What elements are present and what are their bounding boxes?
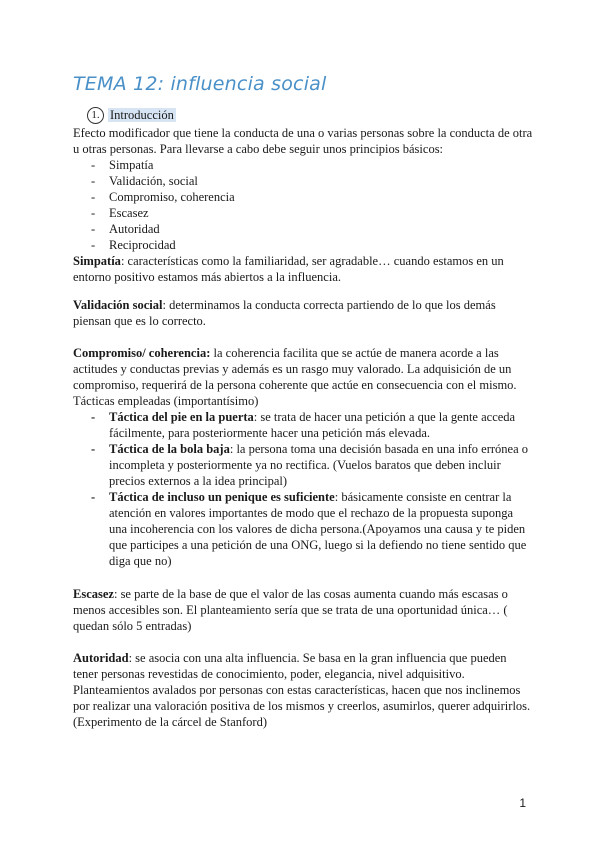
section-heading — [87, 107, 176, 124]
compromiso-text: la coherencia facilita que se actúe de manera acorde a las actitudes y conductas previas y además es un rasgo muy valorado. La adquisición de un compromiso, requerirá de la persona coherente que actúe en consecuencia con el mismo. Tácticas empleadas (importantísimo) — [73, 346, 517, 408]
tactica-term: Táctica de la bola baja — [109, 442, 230, 456]
list-item: - Validación, social — [73, 173, 533, 189]
escasez-paragraph — [73, 586, 533, 634]
list-item — [73, 489, 533, 569]
escasez-term: Escasez — [73, 587, 114, 601]
simpatia-paragraph — [73, 253, 533, 285]
list-item: - Simpatía — [73, 157, 533, 173]
validacion-text: : determinamos la conducta correcta partiendo de lo que los demás piensan que es lo correcto. — [73, 298, 496, 328]
tactica-term: Táctica del pie en la puerta — [109, 410, 254, 424]
compromiso-paragraph — [73, 345, 533, 409]
section-number: 1. — [87, 107, 104, 124]
tacticas-list — [73, 409, 533, 569]
list-item — [73, 409, 533, 441]
tactica-text: : se trata de hacer una petición a que la gente acceda fácilmente, para posteriormente hacer una petición más elevada. — [109, 410, 516, 440]
list-item: - Compromiso, coherencia — [73, 189, 533, 205]
intro-paragraph: Efecto modificador que tiene la conducta de una o varias personas sobre la conducta de otra u otras personas. Para llevarse a cabo debe seguir unos principios básicos: — [73, 126, 533, 156]
principles-list — [73, 157, 533, 253]
list-item: - Reciprocidad — [73, 237, 533, 253]
escasez-text: : se parte de la base de que el valor de las cosas aumenta cuando más escasas o menos accesibles son. El planteamiento sería que se trata de una oportunidad única… ( quedan sólo 5 entradas) — [73, 587, 508, 633]
intro-block — [73, 125, 533, 285]
page-number: 1 — [519, 796, 526, 810]
list-item: - Escasez — [73, 205, 533, 221]
tactica-term: Táctica de incluso un penique es suficiente — [109, 490, 335, 504]
autoridad-text: : se asocia con una alta influencia. Se basa en la gran influencia que pueden tener personas revestidas de conocimiento, poder, elegancia, nivel adquisitivo. Planteamientos avalados por personas con estas características, hacen que nos inclinemos por realizar una valoración positiva de los mismos y creerlos, asumirlos, querer adquirirlos. (Experimento de la cárcel de Stanford) — [73, 651, 531, 729]
autoridad-paragraph — [73, 650, 533, 730]
compromiso-term: Compromiso/ coherencia: — [73, 346, 211, 360]
compromiso-block — [73, 345, 533, 569]
page-title: TEMA 12: influencia social — [73, 73, 327, 95]
simpatia-term: Simpatía — [73, 254, 121, 268]
list-item — [73, 441, 533, 489]
tactica-text: : básicamente consiste en centrar la atención en valores importantes de modo que el rechazo de la propuesta suponga una incoherencia con los valores de dicha persona.(Apoyamos una causa y te piden que participes a una petición de una ONG, luego si la defiendo no tiene sentido que diga que no) — [109, 490, 527, 568]
autoridad-term: Autoridad — [73, 651, 129, 665]
list-item: - Autoridad — [73, 221, 533, 237]
validacion-paragraph — [73, 297, 533, 329]
section-label: Introducción — [110, 108, 174, 122]
validacion-term: Validación social — [73, 298, 163, 312]
tactica-text: : la persona toma una decisión basada en una info errónea o incompleta y posteriormente ya no rectifica. (Vuelos baratos que deben incluir precios externos a la idea principal) — [109, 442, 528, 488]
simpatia-text: : características como la familiaridad, ser agradable… cuando estamos en un entorno positivo estamos más abiertos a la influencia. — [73, 254, 504, 284]
